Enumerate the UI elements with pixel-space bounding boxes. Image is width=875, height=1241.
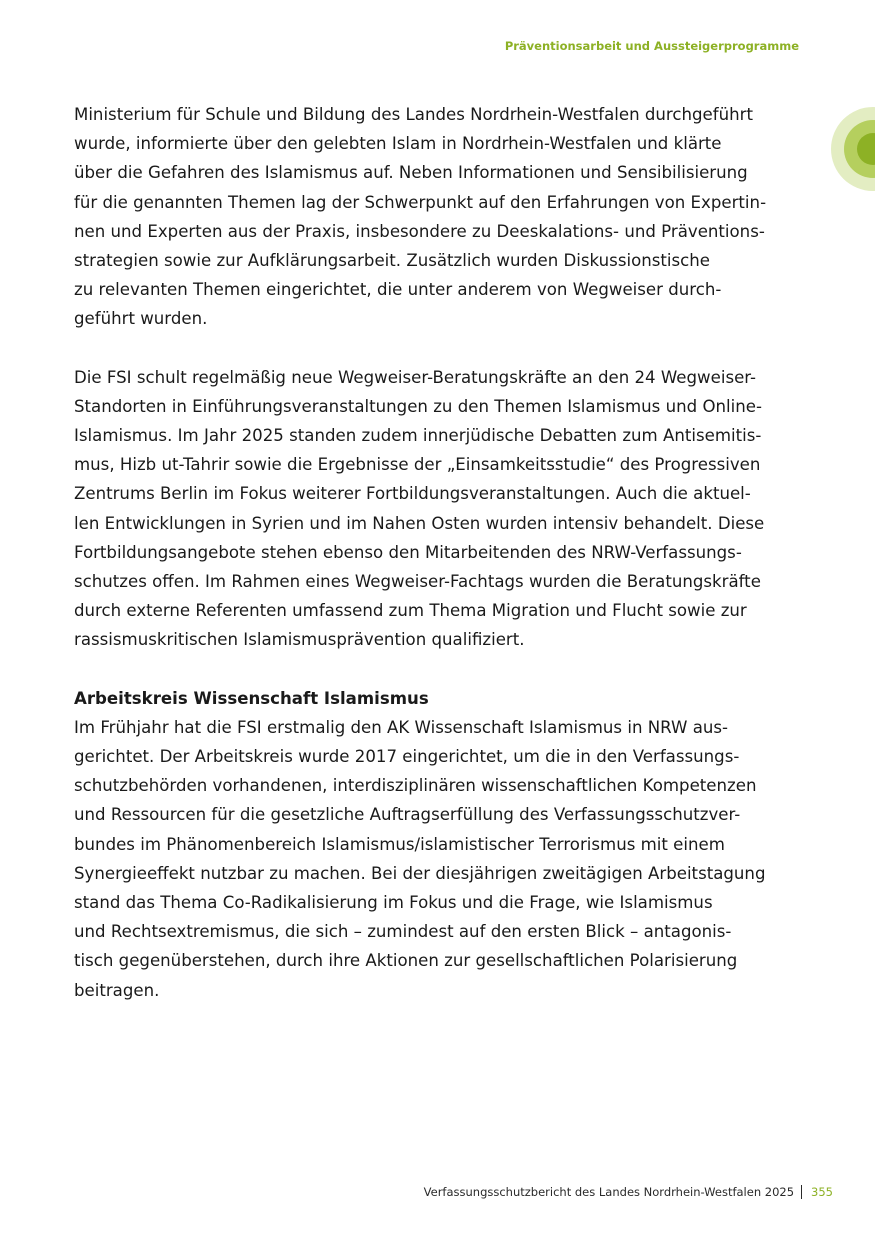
- page-footer: [424, 1185, 833, 1199]
- text-line: schutzbehörden vorhandenen, interdisziplinären wissenschaftlichen Kompetenzen: [74, 776, 757, 796]
- text-line: schutzes offen. Im Rahmen eines Wegweiser-Fachtags wurden die Beratungskräfte: [74, 572, 761, 592]
- section-arbeitskreis: [74, 684, 804, 1005]
- paragraph: [74, 100, 804, 334]
- text-line: Islamismus. Im Jahr 2025 standen zudem innerjüdische Debatten zum Antisemitis-: [74, 426, 762, 446]
- text-line: wurde, informierte über den gelebten Islam in Nordrhein-Westfalen und klärte: [74, 134, 722, 154]
- text-line: und Ressourcen für die gesetzliche Auftragserfüllung des Verfassungsschutzver-: [74, 805, 741, 825]
- text-line: Fortbildungsangebote stehen ebenso den Mitarbeitenden des NRW-Verfassungs-: [74, 542, 742, 562]
- text-line: nen und Experten aus der Praxis, insbesondere zu Deeskalations- und Präventions-: [74, 221, 765, 241]
- text-line: Die FSI schult regelmäßig neue Wegweiser-Beratungskräfte an den 24 Wegweiser-: [74, 367, 757, 387]
- text-line: Ministerium für Schule und Bildung des Landes Nordrhein-Westfalen durchgeführt: [74, 105, 753, 124]
- text-line: für die genannten Themen lag der Schwerpunkt auf den Erfahrungen von Expertin-: [74, 192, 767, 212]
- text-line: beitragen.: [74, 980, 160, 1000]
- footer-divider: [801, 1185, 802, 1199]
- concentric-circles-icon: [831, 107, 875, 191]
- text-line: durch externe Referenten umfassend zum Thema Migration und Flucht sowie zur: [74, 601, 747, 621]
- text-line: Zentrums Berlin im Fokus weiterer Fortbildungsveranstaltungen. Auch die aktuel-: [74, 484, 751, 504]
- text-line: Synergieeffekt nutzbar zu machen. Bei der diesjährigen zweitägigen Arbeitstagung: [74, 863, 766, 883]
- paragraph: [74, 363, 804, 655]
- text-line: zu relevanten Themen eingerichtet, die unter anderem von Wegweiser durch-: [74, 280, 722, 300]
- text-line: mus, Hizb ut-Tahrir sowie die Ergebnisse der „Einsamkeitsstudie“ des Progressiven: [74, 455, 761, 475]
- text-line: Standorten in Einführungsveranstaltungen zu den Themen Islamismus und Online-: [74, 396, 762, 416]
- text-line: Im Frühjahr hat die FSI erstmalig den AK Wissenschaft Islamismus in NRW aus-: [74, 717, 729, 737]
- text-line: über die Gefahren des Islamismus auf. Neben Informationen und Sensibilisierung: [74, 163, 748, 183]
- text-line: len Entwicklungen in Syrien und im Nahen Osten wurden intensiv behandelt. Diese: [74, 513, 765, 533]
- text-line: geführt wurden.: [74, 309, 208, 329]
- text-line: strategien sowie zur Aufklärungsarbeit. Zusätzlich wurden Diskussionstische: [74, 251, 710, 271]
- text-line: und Rechtsextremismus, die sich – zumindest auf den ersten Blick – antagonis-: [74, 922, 732, 942]
- main-content: [74, 100, 804, 1034]
- text-line: tisch gegenüberstehen, durch ihre Aktionen zur gesellschaftlichen Polarisierung: [74, 951, 738, 971]
- text-line: bundes im Phänomenbereich Islamismus/islamistischer Terrorismus mit einem: [74, 834, 725, 854]
- text-line: stand das Thema Co-Radikalisierung im Fokus und die Frage, wie Islamismus: [74, 893, 713, 913]
- page-number: 355: [811, 1185, 833, 1199]
- running-header: Präventionsarbeit und Aussteigerprogramme: [504, 39, 799, 53]
- text-line: gerichtet. Der Arbeitskreis wurde 2017 eingerichtet, um die in den Verfassungs-: [74, 747, 740, 767]
- section-heading: Arbeitskreis Wissenschaft Islamismus: [74, 688, 429, 708]
- text-line: rassismuskritischen Islamismusprävention qualifiziert.: [74, 630, 525, 650]
- publication-title: Verfassungsschutzbericht des Landes Nordrhein-Westfalen 2025: [423, 1185, 795, 1199]
